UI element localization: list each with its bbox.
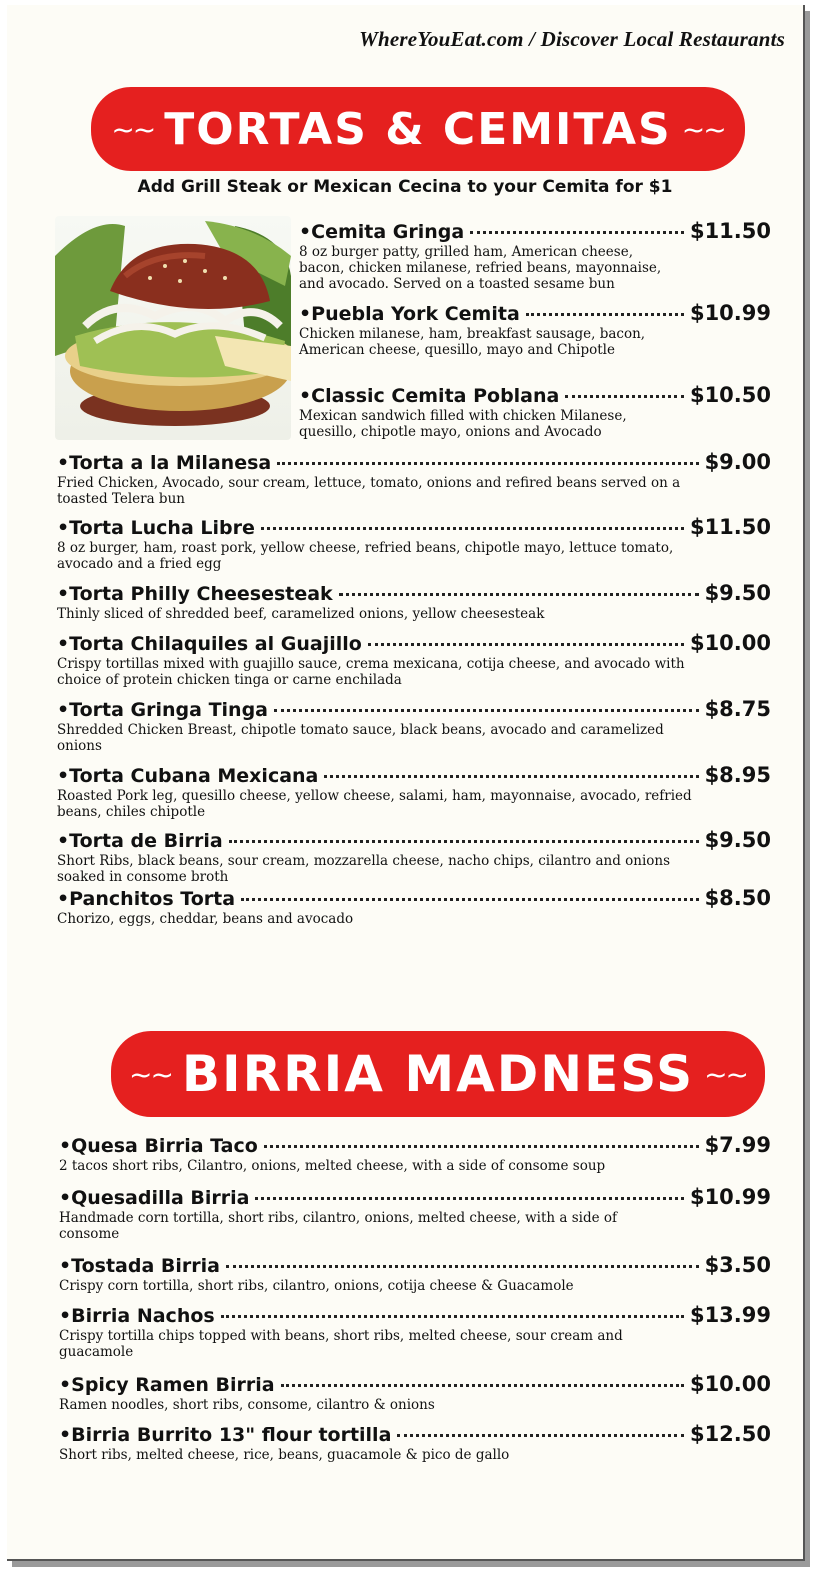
menu-item xyxy=(57,763,771,820)
item-price: $9.50 xyxy=(704,828,771,852)
item-name: •Torta Lucha Libre xyxy=(57,517,255,539)
dot-leader xyxy=(264,1145,699,1148)
dot-leader xyxy=(274,709,699,712)
menu-item xyxy=(57,515,771,572)
menu-item xyxy=(57,581,771,622)
menu-item xyxy=(59,1303,771,1360)
dot-leader xyxy=(261,527,684,530)
item-price: $9.50 xyxy=(704,581,771,605)
dot-leader xyxy=(339,593,699,596)
item-description: Short ribs, melted cheese, rice, beans, guacamole & pico de gallo xyxy=(59,1447,510,1463)
wave-right-icon: ~~ xyxy=(681,112,725,146)
item-name: •Torta a la Milanesa xyxy=(57,452,272,474)
item-name: •Tostada Birria xyxy=(59,1255,220,1277)
item-name: •Torta Gringa Tinga xyxy=(57,699,268,721)
dot-leader xyxy=(221,1315,684,1318)
item-price: $12.50 xyxy=(689,1422,771,1446)
dot-leader xyxy=(241,898,699,901)
item-description: Crispy corn tortilla, short ribs, cilantro, onions, cotija cheese & Guacamole xyxy=(59,1278,574,1294)
menu-page xyxy=(7,5,805,1561)
item-price: $11.50 xyxy=(689,515,771,539)
item-price: $8.95 xyxy=(704,763,771,787)
item-description: Thinly sliced of shredded beef, caramelized onions, yellow cheesesteak xyxy=(57,606,545,622)
dot-leader xyxy=(470,231,684,234)
item-name: •Classic Cemita Poblana xyxy=(299,385,560,407)
dot-leader xyxy=(368,643,684,646)
item-description: Chicken milanese, ham, breakfast sausage, bacon, American cheese, quesillo, mayo and Chipotle xyxy=(299,326,646,358)
dot-leader xyxy=(324,775,698,778)
item-price: $10.99 xyxy=(689,1185,771,1209)
menu-item xyxy=(299,219,771,292)
section-title: BIRRIA MADNESS xyxy=(181,1045,695,1103)
item-name: •Puebla York Cemita xyxy=(299,303,520,325)
item-name: •Torta Chilaquiles al Guajillo xyxy=(57,633,362,655)
item-description: Short Ribs, black beans, sour cream, mozzarella cheese, nacho chips, cilantro and onions soaked in consome broth xyxy=(57,853,671,885)
menu-item xyxy=(57,697,771,754)
menu-item xyxy=(57,828,771,885)
item-description: Mexican sandwich filled with chicken Milanese, quesillo, chipotle mayo, onions and Avocado xyxy=(299,408,627,440)
menu-item xyxy=(57,450,771,507)
menu-item xyxy=(57,631,771,688)
dot-leader xyxy=(255,1197,683,1200)
item-price: $10.00 xyxy=(689,631,771,655)
item-description: Handmade corn tortilla, short ribs, cilantro, onions, melted cheese, with a side of consome xyxy=(59,1210,618,1242)
dot-leader xyxy=(281,1384,684,1387)
menu-item xyxy=(59,1372,771,1413)
item-name: •Torta Philly Cheesesteak xyxy=(57,583,333,605)
dot-leader xyxy=(229,840,699,843)
item-price: $10.99 xyxy=(689,301,771,325)
tortas-cemitas-banner xyxy=(91,87,745,171)
item-description: 8 oz burger, ham, roast pork, yellow cheese, refried beans, chipotle mayo, lettuce tomato, avocado and a fried egg xyxy=(57,540,674,572)
item-name: •Quesadilla Birria xyxy=(59,1187,250,1209)
item-price: $3.50 xyxy=(704,1253,771,1277)
item-name: •Spicy Ramen Birria xyxy=(59,1374,275,1396)
item-description: Crispy tortilla chips topped with beans, short ribs, melted cheese, sour cream and guacamole xyxy=(59,1328,623,1360)
menu-item xyxy=(59,1133,771,1174)
item-price: $8.75 xyxy=(704,697,771,721)
item-description: Chorizo, eggs, cheddar, beans and avocado xyxy=(57,911,354,927)
item-name: •Torta Cubana Mexicana xyxy=(57,765,319,787)
item-price: $7.99 xyxy=(704,1133,771,1157)
item-price: $10.50 xyxy=(689,383,771,407)
item-price: $10.00 xyxy=(689,1372,771,1396)
birria-madness-banner xyxy=(111,1031,765,1117)
item-description: 8 oz burger patty, grilled ham, American cheese, bacon, chicken milanese, refried beans, mayonnaise, and avocado. Served on a toasted sesame bun xyxy=(299,244,662,292)
item-name: •Panchitos Torta xyxy=(57,888,236,910)
section-subtitle: Add Grill Steak or Mexican Cecina to your Cemita for $1 xyxy=(137,177,673,197)
site-watermark: WhereYouEat.com / Discover Local Restaurants xyxy=(359,27,785,51)
menu-item xyxy=(59,1422,771,1463)
item-price: $9.00 xyxy=(704,450,771,474)
menu-item xyxy=(59,1253,771,1294)
item-description: Crispy tortillas mixed with guajillo sauce, crema mexicana, cotija cheese, and avocado with choice of protein chicken tinga or carne enchilada xyxy=(57,656,685,688)
menu-item xyxy=(59,1185,771,1242)
item-name: •Quesa Birria Taco xyxy=(59,1135,258,1157)
item-name: •Cemita Gringa xyxy=(299,221,465,243)
dot-leader xyxy=(277,462,698,465)
item-description: 2 tacos short ribs, Cilantro, onions, melted cheese, with a side of consome soup xyxy=(59,1158,606,1174)
dot-leader xyxy=(565,395,684,398)
item-price: $8.50 xyxy=(704,886,771,910)
wave-left-icon: ~~ xyxy=(129,1057,172,1091)
menu-item xyxy=(299,383,771,440)
item-name: •Torta de Birria xyxy=(57,830,223,852)
dot-leader xyxy=(226,1265,699,1268)
dot-leader xyxy=(397,1434,684,1437)
item-description: Shredded Chicken Breast, chipotle tomato sauce, black beans, avocado and caramelized onions xyxy=(57,722,664,754)
item-description: Fried Chicken, Avocado, sour cream, lettuce, tomato, onions and refired beans served on a toasted Telera bun xyxy=(57,475,681,507)
wave-right-icon: ~~ xyxy=(704,1057,747,1091)
dot-leader xyxy=(526,313,684,316)
item-name: •Birria Nachos xyxy=(59,1305,215,1327)
wave-left-icon: ~~ xyxy=(111,112,155,146)
menu-item xyxy=(57,886,771,927)
item-price: $13.99 xyxy=(689,1303,771,1327)
menu-item xyxy=(299,301,771,358)
section-title: TORTAS & CEMITAS xyxy=(164,103,672,155)
item-description: Roasted Pork leg, quesillo cheese, yellow cheese, salami, ham, mayonnaise, avocado, refried beans, chiles chipotle xyxy=(57,788,692,820)
item-name: •Birria Burrito 13" flour tortilla xyxy=(59,1424,392,1446)
cemita-sandwich-photo xyxy=(55,216,291,440)
item-price: $11.50 xyxy=(689,219,771,243)
sandwich-illustration xyxy=(55,216,291,440)
item-description: Ramen noodles, short ribs, consome, cilantro & onions xyxy=(59,1397,435,1413)
